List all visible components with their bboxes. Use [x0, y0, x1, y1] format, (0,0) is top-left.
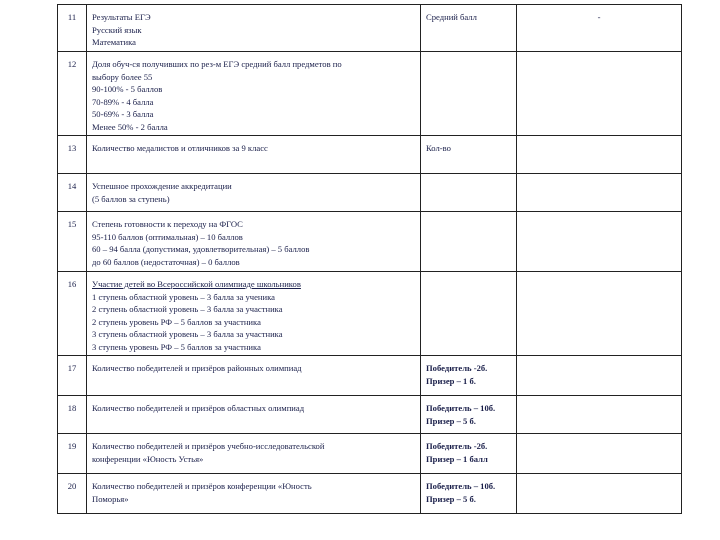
criterion-cell: Количество победителей и призёров учебно-исследовательской конференции «Юность Устья» — [87, 434, 421, 474]
criterion-cell: Результаты ЕГЭ Русский язык Математика — [87, 5, 421, 52]
table-row — [58, 396, 682, 434]
table-row — [58, 136, 682, 174]
criterion-cell: Количество победителей и призёров областных олимпиад — [87, 396, 421, 434]
score-cell: Победитель -2б. Призер – 1 б. — [421, 356, 517, 396]
criterion-cell: Участие детей во Всероссийской олимпиаде школьников 1 ступень областной уровень – 3 балла за ученика 2 ступень областной уровень – 3 балла за участника 2 ступень уровень РФ – 5 баллов за участника 3 ступень областной уровень – 3 балла за участника 3 ступень уровень РФ – 5 баллов за участника — [87, 272, 421, 356]
extra-cell — [517, 52, 682, 136]
row-number: 12 — [58, 52, 87, 136]
extra-cell — [517, 474, 682, 514]
score-cell — [421, 52, 517, 136]
extra-cell: - — [517, 5, 682, 52]
extra-cell — [517, 272, 682, 356]
row-number: 19 — [58, 434, 87, 474]
table-row — [58, 212, 682, 272]
extra-cell — [517, 136, 682, 174]
score-cell — [421, 174, 517, 212]
row-number: 16 — [58, 272, 87, 356]
score-cell: Победитель – 10б. Призер – 5 б. — [421, 396, 517, 434]
extra-cell — [517, 212, 682, 272]
table-row — [58, 356, 682, 396]
criterion-cell: Доля обуч-ся получивших по рез-м ЕГЭ средний балл предметов по выбору более 55 90-100% - 5 баллов 70-89% - 4 балла 50-69% - 3 балла Менее 50% - 2 балла — [87, 52, 421, 136]
criterion-cell: Количество победителей и призёров конференции «Юность Поморья» — [87, 474, 421, 514]
extra-cell — [517, 174, 682, 212]
criteria-table — [57, 4, 682, 514]
score-cell: Победитель – 10б. Призер – 5 б. — [421, 474, 517, 514]
row-number: 15 — [58, 212, 87, 272]
score-cell: Кол-во — [421, 136, 517, 174]
table-row — [58, 474, 682, 514]
criterion-cell: Степень готовности к переходу на ФГОС 95-110 баллов (оптимальная) – 10 баллов 60 – 94 балла (допустимая, удовлетворительная) – 5 баллов до 60 баллов (недостаточная) – 0 баллов — [87, 212, 421, 272]
criterion-cell: Успешное прохождение аккредитации (5 баллов за ступень) — [87, 174, 421, 212]
row-number: 11 — [58, 5, 87, 52]
row-number: 13 — [58, 136, 87, 174]
table-row — [58, 52, 682, 136]
table-row — [58, 5, 682, 52]
table-row — [58, 434, 682, 474]
score-cell: Средний балл — [421, 5, 517, 52]
criterion-cell: Количество медалистов и отличников за 9 класс — [87, 136, 421, 174]
extra-cell — [517, 356, 682, 396]
table-row — [58, 174, 682, 212]
extra-cell — [517, 396, 682, 434]
extra-cell — [517, 434, 682, 474]
score-cell: Победитель -2б. Призер – 1 балл — [421, 434, 517, 474]
row-number: 14 — [58, 174, 87, 212]
table-row — [58, 272, 682, 356]
criterion-cell: Количество победителей и призёров районных олимпиад — [87, 356, 421, 396]
score-cell — [421, 272, 517, 356]
row-number: 18 — [58, 396, 87, 434]
row-number: 17 — [58, 356, 87, 396]
score-cell — [421, 212, 517, 272]
row-number: 20 — [58, 474, 87, 514]
